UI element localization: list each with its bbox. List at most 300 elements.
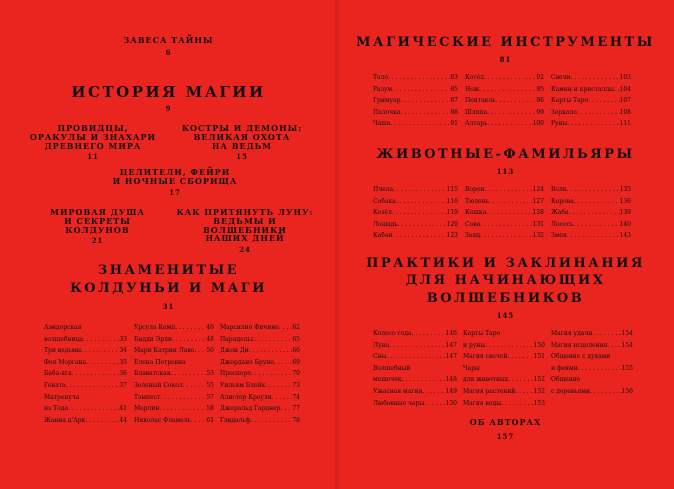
entry-title: Пчела	[373, 186, 394, 193]
subsection-line: ВЕДЬМЫ И ВОЛШЕБНИКИ	[203, 215, 287, 235]
toc-entry[interactable]	[134, 334, 214, 346]
famous-column-1	[44, 322, 127, 426]
toc-entry[interactable]	[373, 351, 457, 363]
entry-page: 58	[206, 405, 214, 413]
dot-leader	[412, 328, 446, 340]
toc-entry[interactable]	[551, 328, 633, 340]
toc-entry[interactable]	[220, 403, 300, 415]
toc-entry[interactable]	[551, 207, 631, 219]
toc-entry[interactable]	[44, 415, 127, 427]
toc-entry[interactable]	[134, 392, 214, 404]
entry-page: 124	[532, 186, 544, 193]
dot-leader	[592, 328, 621, 340]
entry-title: Собака	[373, 197, 396, 205]
entry-title: для животных	[463, 376, 509, 384]
entry-page: 111	[619, 120, 631, 128]
subsection-line: И НОЧНЫЕ СБОРИЩА	[112, 175, 238, 186]
dot-leader	[496, 95, 537, 107]
dot-leader	[480, 363, 545, 375]
entry-title: Шляпа	[465, 108, 488, 116]
toc-entry[interactable]	[465, 207, 544, 219]
entry-title: Магия растений	[463, 387, 516, 395]
entry-title: Сова	[465, 220, 481, 228]
toc-entry[interactable]	[463, 340, 545, 352]
toc-entry[interactable]	[220, 345, 300, 357]
dot-leader	[396, 196, 447, 208]
subsection-line: ПРОВИДЦЫ,	[57, 123, 129, 133]
entry-title: Козёл	[373, 209, 392, 217]
toc-entry[interactable]	[134, 380, 214, 392]
subsection-line: И СЕКРЕТЫ	[64, 215, 131, 226]
dot-leader	[485, 340, 533, 352]
dot-leader	[279, 322, 293, 334]
toc-entry[interactable]	[463, 398, 545, 410]
toc-entry[interactable]	[134, 368, 214, 380]
section-intro[interactable]	[0, 36, 337, 57]
entry-title: Жанна д'Арк	[44, 416, 86, 424]
entry-title: Бидди Эрли	[134, 335, 172, 343]
toc-entry[interactable]	[373, 374, 457, 386]
dot-leader	[507, 351, 533, 363]
entry-page: 44	[119, 416, 127, 424]
toc-entry[interactable]	[44, 403, 127, 415]
toc-entry[interactable]	[44, 368, 127, 380]
toc-entry[interactable]	[220, 334, 300, 346]
entry-title: Кабан	[373, 232, 393, 240]
entry-page: 78	[292, 416, 300, 424]
entry-page: 155	[621, 364, 633, 372]
section-authors[interactable]	[337, 418, 674, 441]
dot-leader	[72, 368, 120, 380]
entry-title: Колесо года	[373, 330, 412, 337]
entry-page: 91	[450, 120, 458, 128]
dot-leader	[484, 72, 536, 84]
entry-title: Лошадь	[373, 220, 398, 228]
toc-entry[interactable]	[373, 219, 458, 231]
page-number: 81	[499, 55, 512, 65]
dot-leader	[489, 196, 533, 208]
entry-page: 41	[119, 405, 127, 413]
dot-leader	[392, 207, 447, 219]
toc-entry[interactable]	[373, 340, 457, 352]
dot-leader	[484, 184, 532, 196]
tools-column-1	[373, 72, 458, 130]
dot-leader	[578, 363, 622, 375]
dot-leader	[569, 207, 620, 219]
dot-leader	[85, 415, 119, 427]
page-number: 9	[165, 103, 172, 113]
entry-title: Джон Ди	[220, 347, 249, 355]
section-title: ОБ АВТОРАХ	[469, 417, 542, 427]
entry-title: Волк	[551, 186, 567, 193]
dot-leader	[480, 219, 532, 231]
entry-title: Зеленый Сокол	[134, 381, 183, 389]
entry-page: 35	[119, 358, 127, 366]
entry-title: Луна	[373, 341, 390, 349]
toc-entry[interactable]	[551, 230, 631, 242]
entry-page: 135	[619, 186, 631, 193]
dot-leader	[392, 84, 450, 96]
entry-title: Гэндальф	[220, 416, 251, 424]
entry-page: 150	[445, 399, 457, 407]
dot-leader	[501, 398, 534, 410]
dot-leader	[398, 219, 447, 231]
page-number: 24	[239, 245, 251, 255]
dot-leader	[577, 107, 620, 119]
toc-entry[interactable]	[373, 72, 458, 84]
section-title: ЗНАМЕНИТЫЕ	[97, 263, 240, 278]
toc-entry[interactable]	[551, 386, 633, 398]
entry-page: 123	[446, 232, 458, 240]
entry-title: Лосось	[551, 220, 574, 228]
entry-title: Магия удачи	[551, 330, 593, 337]
toc-entry[interactable]	[220, 380, 300, 392]
entry-page: 108	[619, 108, 631, 116]
entry-title: Кошка	[465, 209, 487, 217]
toc-entry[interactable]	[373, 196, 458, 208]
entry-page: 95	[536, 85, 544, 93]
animals-column-1	[373, 184, 458, 242]
dot-leader	[254, 334, 292, 346]
dot-leader	[580, 374, 633, 386]
entry-page: 36	[119, 370, 127, 378]
dot-leader	[567, 230, 620, 242]
entry-page: 154	[621, 341, 633, 349]
entry-title: Николас Фламель	[134, 416, 191, 424]
toc-entry[interactable]	[551, 196, 631, 208]
subsection-line: КОСТРЫ И ДЕМОНЫ:	[181, 123, 303, 133]
subsection-line: ДРЕВНЕГО МИРА	[44, 140, 142, 151]
dot-leader	[274, 357, 292, 369]
famous-column-2	[134, 322, 214, 426]
toc-entry[interactable]	[373, 107, 458, 119]
toc-entry[interactable]	[373, 207, 458, 219]
page-number: 11	[87, 152, 99, 162]
toc-entry[interactable]	[220, 415, 300, 427]
dot-leader	[82, 322, 127, 334]
entry-title: Тело	[373, 74, 388, 81]
entry-title: Жаба	[551, 209, 569, 217]
toc-entry[interactable]	[220, 322, 300, 334]
toc-entry[interactable]	[465, 219, 544, 231]
toc-entry[interactable]	[551, 184, 631, 196]
entry-title: Баба-яга	[44, 370, 72, 378]
toc-entry[interactable]	[134, 415, 214, 427]
entry-page: 87	[450, 97, 458, 105]
entry-page: 152	[533, 376, 545, 384]
dot-leader	[265, 380, 292, 392]
tools-column-2	[465, 72, 544, 130]
toc-entry[interactable]	[551, 118, 631, 130]
section-practices[interactable]	[337, 257, 674, 320]
dot-leader	[66, 380, 120, 392]
entry-page: 61	[206, 416, 214, 424]
dot-leader	[588, 95, 619, 107]
entry-title: Нож	[465, 85, 480, 93]
entry-page: 149	[445, 387, 457, 395]
toc-entry[interactable]	[373, 328, 457, 340]
entry-title: Матренуча	[44, 393, 80, 401]
dot-leader	[500, 328, 545, 340]
entry-title: Марсилио Фичино	[220, 324, 279, 331]
section-title: МАГИЧЕСКИЕ ИНСТРУМЕНТЫ	[356, 35, 655, 50]
entry-title: с деревьями	[551, 387, 590, 395]
toc-entry[interactable]	[463, 328, 545, 340]
entry-title: Чаша	[373, 120, 391, 128]
dot-leader	[422, 386, 445, 398]
entry-page: 154	[621, 330, 633, 337]
toc-entry[interactable]	[465, 72, 544, 84]
toc-entry[interactable]	[551, 84, 631, 96]
dot-leader	[171, 368, 207, 380]
entry-title: Зеркало	[551, 108, 577, 116]
entry-page: 57	[206, 393, 214, 401]
entry-title: Тэмпест	[134, 393, 161, 401]
right-page	[337, 0, 674, 489]
dot-leader	[610, 351, 633, 363]
toc-entry[interactable]	[220, 368, 300, 380]
dot-leader	[160, 392, 206, 404]
entry-title: Алтарь	[465, 120, 488, 128]
subsection-draw-down-moon[interactable]	[170, 208, 320, 254]
toc-entry[interactable]	[44, 322, 127, 334]
dot-leader	[281, 403, 293, 415]
entry-title: Мари Катрин Лаво	[134, 347, 195, 355]
toc-entry[interactable]	[373, 386, 457, 398]
entry-title: Парацельс	[220, 335, 255, 343]
toc-entry[interactable]	[44, 334, 127, 346]
toc-entry[interactable]	[463, 351, 545, 363]
entry-page: 70	[292, 370, 300, 378]
toc-entry[interactable]	[134, 357, 214, 369]
entry-title: Алистер Кроули	[220, 393, 272, 401]
toc-entry[interactable]	[134, 345, 214, 357]
dot-leader	[607, 340, 621, 352]
entry-title: Ужасная магия	[373, 387, 423, 395]
practices-column-3	[551, 328, 633, 398]
dot-leader	[487, 107, 536, 119]
subsection-line: КОЛДУНОВ	[65, 224, 130, 235]
dot-leader	[249, 345, 293, 357]
section-title: ЗАВЕСА ТАЙНЫ	[123, 35, 214, 45]
entry-page: 147	[445, 341, 457, 349]
subsection-seers[interactable]	[28, 124, 158, 161]
dot-leader	[402, 374, 446, 386]
dot-leader	[487, 118, 532, 130]
entry-page: 92	[536, 74, 544, 81]
toc-entry[interactable]	[551, 374, 633, 386]
subsection-line: КАК ПРИТЯНУТЬ ЛУНУ:	[176, 207, 314, 217]
toc-entry[interactable]	[463, 386, 545, 398]
toc-entry[interactable]	[373, 230, 458, 242]
toc-entry[interactable]	[134, 403, 214, 415]
entry-page: 152	[533, 387, 545, 395]
entry-page: 50	[206, 347, 214, 355]
toc-entry[interactable]	[44, 345, 127, 357]
section-tools[interactable]	[337, 36, 674, 64]
entry-page: 120	[446, 220, 458, 228]
dot-leader	[172, 334, 206, 346]
entry-page: 116	[446, 197, 458, 205]
entry-page: 151	[533, 353, 545, 361]
entry-title: Мерлин	[134, 405, 160, 413]
dot-leader	[400, 95, 450, 107]
section-famous[interactable]	[0, 264, 337, 311]
entry-page: 131	[532, 220, 544, 228]
entry-page: 48	[206, 335, 214, 343]
entry-title: и феями	[551, 364, 578, 372]
dot-leader	[392, 230, 446, 242]
entry-title: Котёл	[465, 74, 484, 81]
entry-title: Тюлень	[465, 197, 489, 205]
section-history[interactable]	[0, 84, 337, 113]
toc-entry[interactable]	[465, 184, 544, 196]
entry-page: 96	[536, 97, 544, 105]
entry-page: 115	[446, 186, 458, 193]
toc-entry[interactable]	[465, 95, 544, 107]
toc-entry[interactable]	[220, 357, 300, 369]
toc-entry[interactable]	[134, 322, 214, 334]
entry-title: Камни и кристаллы	[551, 85, 614, 93]
entry-title: Карты Таро	[463, 330, 501, 337]
subsection-world-soul[interactable]	[35, 208, 160, 245]
dot-leader	[186, 357, 214, 369]
entry-title: мешочек	[373, 376, 402, 384]
entry-page: 99	[536, 108, 544, 116]
entry-title: Корова	[551, 197, 574, 205]
toc-entry[interactable]	[463, 374, 545, 386]
toc-entry[interactable]	[551, 363, 633, 375]
animals-column-3	[551, 184, 631, 242]
entry-page: 37	[119, 381, 127, 389]
dot-leader	[194, 345, 206, 357]
dot-leader	[159, 403, 206, 415]
entry-page: 73	[292, 381, 300, 389]
toc-entry[interactable]	[373, 84, 458, 96]
entry-page: 104	[619, 85, 631, 93]
entry-page: 153	[533, 399, 545, 407]
practices-column-2	[463, 328, 545, 409]
subsection-line: МИРОВАЯ ДУША	[50, 207, 145, 217]
dot-leader	[390, 118, 450, 130]
entry-page: 65	[292, 335, 300, 343]
entry-title: Джеральд Гарднер	[220, 405, 281, 413]
entry-title: Три ведьмы	[44, 347, 82, 355]
section-title: ЖИВОТНЫЕ-ФАМИЛЬЯРЫ	[376, 147, 635, 162]
entry-title: Геката	[44, 381, 66, 389]
entry-page: 146	[445, 330, 457, 337]
page-number: 15	[236, 152, 248, 162]
toc-entry[interactable]	[551, 107, 631, 119]
page-number: 21	[91, 236, 104, 246]
toc-entry[interactable]	[551, 72, 631, 84]
entry-page: 140	[619, 220, 631, 228]
toc-entry[interactable]	[373, 184, 458, 196]
toc-entry[interactable]	[465, 230, 544, 242]
subsection-line: ОРАКУЛЫ И ЗНАХАРИ	[29, 131, 157, 142]
section-title: КОЛДУНЬИ И МАГИ	[69, 281, 268, 297]
entry-page: 132	[532, 232, 544, 240]
toc-entry[interactable]	[373, 95, 458, 107]
toc-entry[interactable]	[465, 84, 544, 96]
dot-leader	[508, 374, 533, 386]
toc-entry[interactable]	[551, 95, 631, 107]
entry-page: 83	[450, 74, 458, 81]
toc-entry[interactable]	[551, 351, 633, 363]
subsection-line: НАШИХ ДНЕЙ	[205, 233, 285, 244]
famous-column-3	[220, 322, 300, 426]
toc-entry[interactable]	[465, 118, 544, 130]
entry-page: 127	[532, 197, 544, 205]
subsection-healers[interactable]	[95, 168, 255, 197]
entry-title: Елена Петровна	[134, 358, 186, 366]
toc-entry[interactable]	[551, 340, 633, 352]
section-animals[interactable]	[337, 148, 674, 176]
entry-page: 107	[619, 97, 631, 105]
toc-entry[interactable]	[44, 357, 127, 369]
toc-entry[interactable]	[465, 196, 544, 208]
dot-leader	[573, 219, 619, 231]
entry-title: Заяц	[465, 232, 480, 240]
entry-page: 69	[292, 358, 300, 366]
toc-entry[interactable]	[373, 363, 457, 375]
animals-column-2	[465, 184, 544, 242]
dot-leader	[479, 84, 536, 96]
toc-entry[interactable]	[465, 107, 544, 119]
entry-page: 55	[206, 381, 214, 389]
entry-page: 34	[119, 347, 127, 355]
entry-title: Гримуар	[373, 97, 401, 105]
dot-leader	[86, 357, 119, 369]
dot-leader	[250, 415, 292, 427]
dot-leader	[175, 322, 206, 334]
toc-entry[interactable]	[44, 392, 127, 404]
page-number: 6	[165, 47, 172, 57]
page-number: 31	[162, 301, 175, 311]
entry-page: 46	[206, 324, 214, 331]
subsection-line: НА ВЕДЬМ	[211, 140, 273, 151]
dot-leader	[388, 72, 450, 84]
dot-leader	[191, 415, 206, 427]
dot-leader	[251, 368, 292, 380]
entry-title: Общение	[551, 376, 581, 384]
entry-page: 150	[533, 341, 545, 349]
toc-entry[interactable]	[373, 398, 457, 410]
entry-title: и руны	[463, 341, 486, 349]
page-number: 17	[169, 187, 181, 197]
dot-leader	[515, 386, 533, 398]
entry-title: Свечи	[551, 74, 571, 81]
entry-title: Просперо	[220, 370, 252, 378]
section-title: ПРАКТИКИ И ЗАКЛИНАНИЯ	[366, 256, 645, 271]
toc-entry[interactable]	[44, 380, 127, 392]
subsection-line: ЦЕЛИТЕЛИ, ФЕЙРИ	[119, 167, 231, 177]
entry-title: Карты Таро	[551, 97, 589, 105]
toc-entry[interactable]	[373, 118, 458, 130]
entry-title: из Тода	[44, 405, 69, 413]
toc-entry[interactable]	[220, 392, 300, 404]
entry-page: 62	[292, 324, 300, 331]
section-title: ВОЛШЕБНИКОВ	[426, 290, 585, 306]
dot-leader	[68, 403, 119, 415]
toc-entry[interactable]	[551, 219, 631, 231]
entry-title: Магия свечей	[463, 353, 508, 361]
entry-page: 74	[292, 393, 300, 401]
dot-leader	[424, 398, 445, 410]
entry-title: Уильям Блейк	[220, 381, 266, 389]
toc-entry[interactable]	[463, 363, 545, 375]
subsection-witch-hunt[interactable]	[172, 124, 312, 161]
